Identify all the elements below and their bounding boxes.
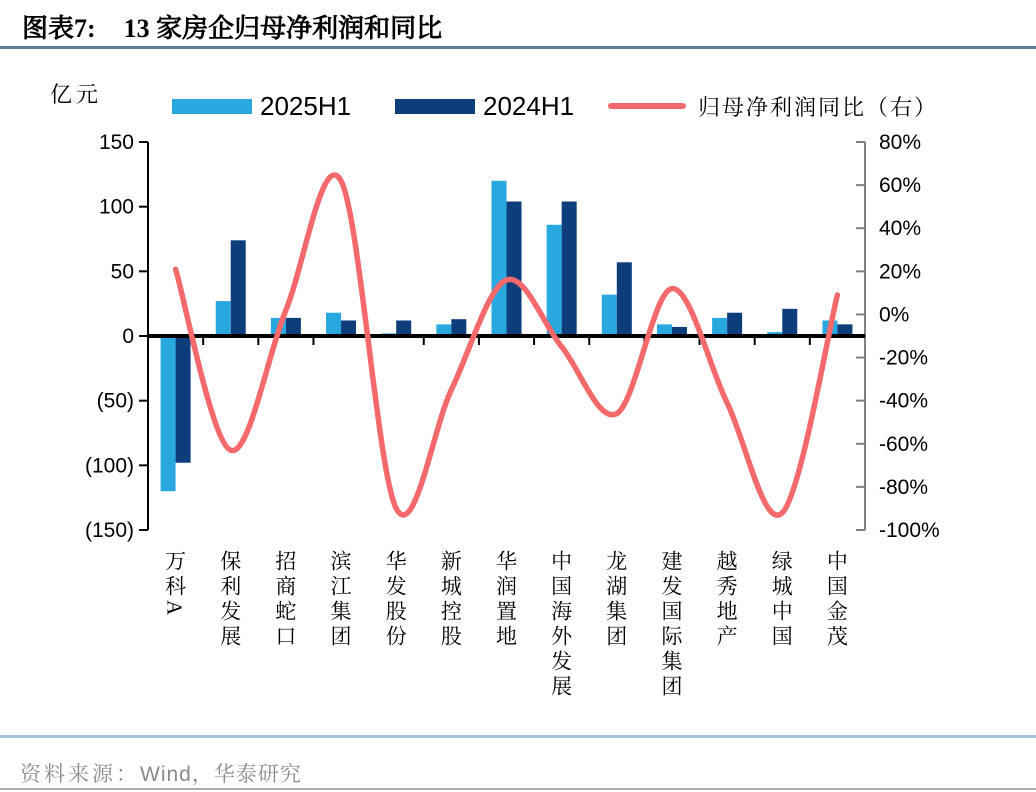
figure-label: 图表7: (22, 14, 96, 43)
right-axis-label: -20% (879, 346, 929, 370)
legend-label: 2025H1 (260, 90, 352, 121)
category-label-中国金茂: 中国金茂 (824, 550, 849, 650)
bar-2024H1-越秀地产 (727, 313, 742, 336)
category-label-华润置地: 华润置地 (493, 550, 518, 650)
bar-2025H1-万科A (161, 336, 176, 491)
right-axis-label: -60% (879, 432, 929, 456)
category-label-新城控股: 新城控股 (438, 550, 463, 650)
left-axis-label: 100 (98, 195, 134, 219)
bottom-divider (0, 788, 1036, 790)
right-axis-label: 20% (879, 260, 922, 284)
bar-2024H1-中国海外发展 (562, 201, 577, 336)
bar-2025H1-华润置地 (492, 181, 507, 336)
legend-label: 归母净利润同比（右） (698, 94, 939, 120)
category-label-万科A: 万科A (162, 550, 187, 620)
bar-2024H1-华润置地 (507, 201, 522, 336)
right-axis-label: -100% (879, 519, 940, 542)
bar-2025H1-越秀地产 (712, 318, 727, 336)
right-axis-label: 80% (879, 131, 922, 154)
left-axis-label: (50) (96, 389, 134, 413)
right-axis-label: 40% (879, 217, 922, 241)
left-axis-label: 150 (98, 131, 134, 154)
right-axis-label: -80% (879, 475, 929, 499)
source-note-prefix: 资料来源： (20, 762, 140, 786)
bar-2025H1-中国海外发展 (547, 225, 562, 336)
source-note-body: Wind，华泰研究 (140, 763, 302, 786)
category-label-中国海外发展: 中国海外发展 (548, 550, 573, 700)
category-label-招商蛇口: 招商蛇口 (272, 550, 297, 650)
left-axis-label: (150) (84, 519, 134, 542)
category-label-华发股份: 华发股份 (383, 550, 408, 650)
right-axis-label: -40% (879, 389, 929, 413)
source-note (20, 758, 302, 788)
left-axis-label: (100) (84, 454, 134, 478)
bar-2024H1-绿城中国 (782, 309, 797, 336)
bar-2024H1-新城控股 (451, 319, 466, 336)
bar-2024H1-招商蛇口 (286, 318, 301, 336)
bar-2024H1-万科A (176, 336, 191, 463)
bar-2024H1-华发股份 (396, 320, 411, 336)
bar-2025H1-保利发展 (216, 301, 231, 336)
left-axis-label: 0 (122, 325, 134, 348)
legend-label: 2024H1 (483, 90, 575, 121)
left-axis-unit-label: 亿元 (50, 82, 103, 107)
bar-2024H1-保利发展 (231, 240, 246, 336)
bar-2024H1-龙湖集团 (617, 262, 632, 336)
category-label-龙湖集团: 龙湖集团 (603, 550, 628, 650)
right-axis-label: 60% (879, 174, 922, 198)
figure-title-text: 13 家房企归母净利润和同比 (123, 14, 443, 43)
footer-divider (0, 735, 1036, 738)
right-axis-label: 0% (879, 303, 910, 327)
bar-2025H1-滨江集团 (326, 313, 341, 336)
category-label-保利发展: 保利发展 (217, 550, 242, 650)
category-label-绿城中国: 绿城中国 (769, 550, 794, 650)
category-label-建发国际集团: 建发国际集团 (658, 550, 683, 700)
bar-2025H1-龙湖集团 (602, 295, 617, 336)
bar-2024H1-滨江集团 (341, 320, 356, 336)
category-label-越秀地产: 越秀地产 (714, 550, 739, 650)
left-axis-label: 50 (110, 260, 134, 284)
category-label-滨江集团: 滨江集团 (328, 550, 353, 650)
